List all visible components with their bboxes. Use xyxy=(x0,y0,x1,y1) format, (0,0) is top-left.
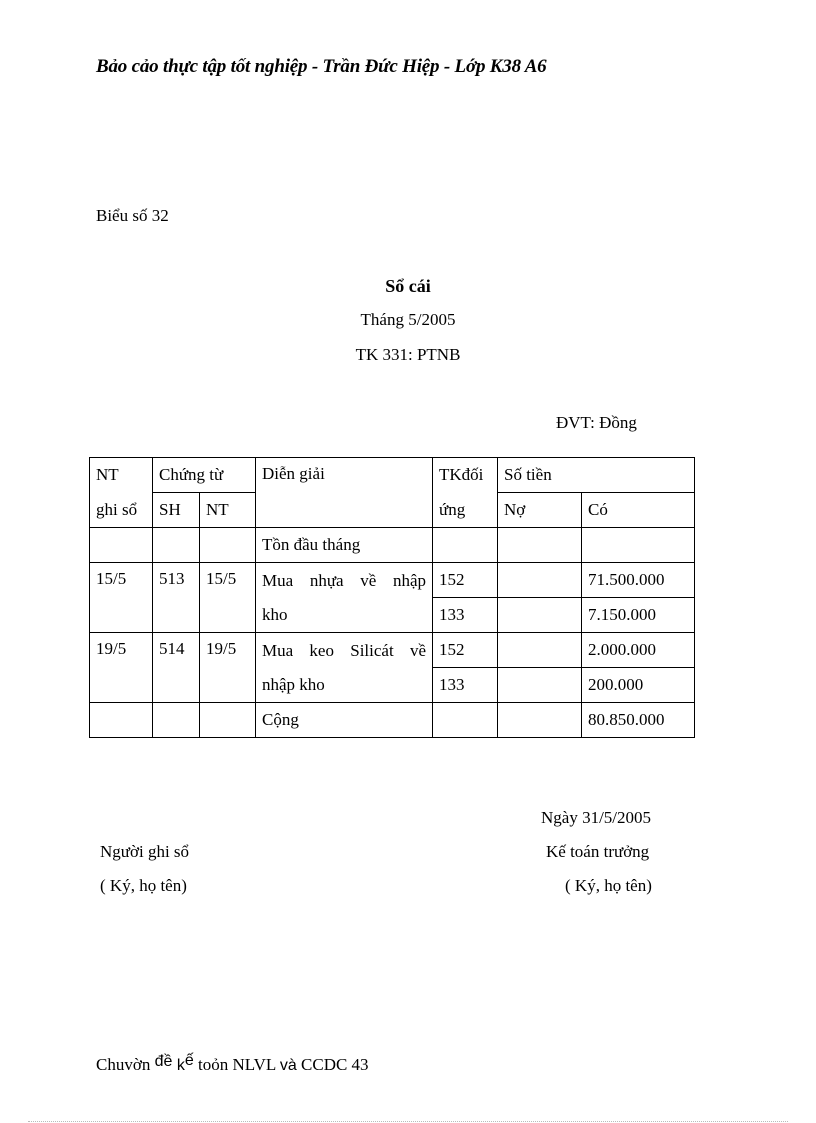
ledger-table xyxy=(89,457,695,738)
header-sh: SH xyxy=(153,493,200,528)
entry-no xyxy=(498,633,582,668)
header-nt-ghi-so-line2: ghi sổ xyxy=(90,493,153,528)
document-title: Sổ cái xyxy=(385,276,431,296)
header-row-1 xyxy=(90,458,695,493)
entry-co: 200.000 xyxy=(582,668,695,703)
entry-tk: 133 xyxy=(433,598,498,633)
entry-no xyxy=(498,563,582,598)
table-row-total xyxy=(90,703,695,738)
header-nt: NT xyxy=(200,493,256,528)
header-so-tien: Số tiền xyxy=(498,458,695,493)
entry-no xyxy=(498,668,582,703)
entry-nt: 19/5 xyxy=(200,633,256,703)
page-bottom-divider xyxy=(28,1121,788,1122)
account-label: TK 331: PTNB xyxy=(355,345,461,364)
total-co: 80.850.000 xyxy=(582,703,695,738)
header-dien-giai: Diễn giải xyxy=(256,458,433,528)
entry-tk: 152 xyxy=(433,563,498,598)
bookkeeper-title: Người ghi sổ xyxy=(100,842,190,861)
entry-sh: 513 xyxy=(153,563,200,633)
header-no: Nợ xyxy=(498,493,582,528)
entry-tk: 152 xyxy=(433,633,498,668)
header-tk-doi-ung: TKđối xyxy=(433,458,498,493)
header-chung-tu: Chứng từ xyxy=(153,458,256,493)
table-row-opening xyxy=(90,528,695,563)
bookkeeper-sign-note: ( Ký, họ tên) xyxy=(100,876,187,895)
header-nt-ghi-so: NT xyxy=(90,458,153,493)
entry-tk: 133 xyxy=(433,668,498,703)
entry-co: 7.150.000 xyxy=(582,598,695,633)
entry-co: 2.000.000 xyxy=(582,633,695,668)
total-desc: Cộng xyxy=(256,703,433,738)
entry-nt: 15/5 xyxy=(200,563,256,633)
document-period: Tháng 5/2005 xyxy=(360,310,456,329)
chief-accountant-title: Kế toán trưởng xyxy=(546,842,650,861)
table-row xyxy=(90,563,695,598)
entry-desc: Mua nhựa về nhập kho xyxy=(256,563,433,633)
opening-desc: Tồn đầu tháng xyxy=(256,528,433,563)
table-row xyxy=(90,633,695,668)
entry-date: 15/5 xyxy=(90,563,153,633)
entry-date: 19/5 xyxy=(90,633,153,703)
entry-desc: Mua keo Silicát về nhập kho xyxy=(256,633,433,703)
currency-unit: ĐVT: Đồng xyxy=(556,413,637,432)
page-footer: Chuvờn đề kế toỏn NLVL và CCDC 43 xyxy=(96,1052,369,1074)
header-co: Có xyxy=(582,493,695,528)
signature-date: Ngày 31/5/2005 xyxy=(541,808,652,827)
header-tk-doi-ung-line2: ứng xyxy=(433,493,498,528)
entry-sh: 514 xyxy=(153,633,200,703)
entry-no xyxy=(498,598,582,633)
page-header: Bảo cảo thực tập tốt nghiệp - Trần Đức Hiệp - Lớp K38 A6 xyxy=(96,56,547,77)
chief-accountant-sign-note: ( Ký, họ tên) xyxy=(565,876,652,895)
form-number: Biểu số 32 xyxy=(96,206,169,225)
entry-co: 71.500.000 xyxy=(582,563,695,598)
